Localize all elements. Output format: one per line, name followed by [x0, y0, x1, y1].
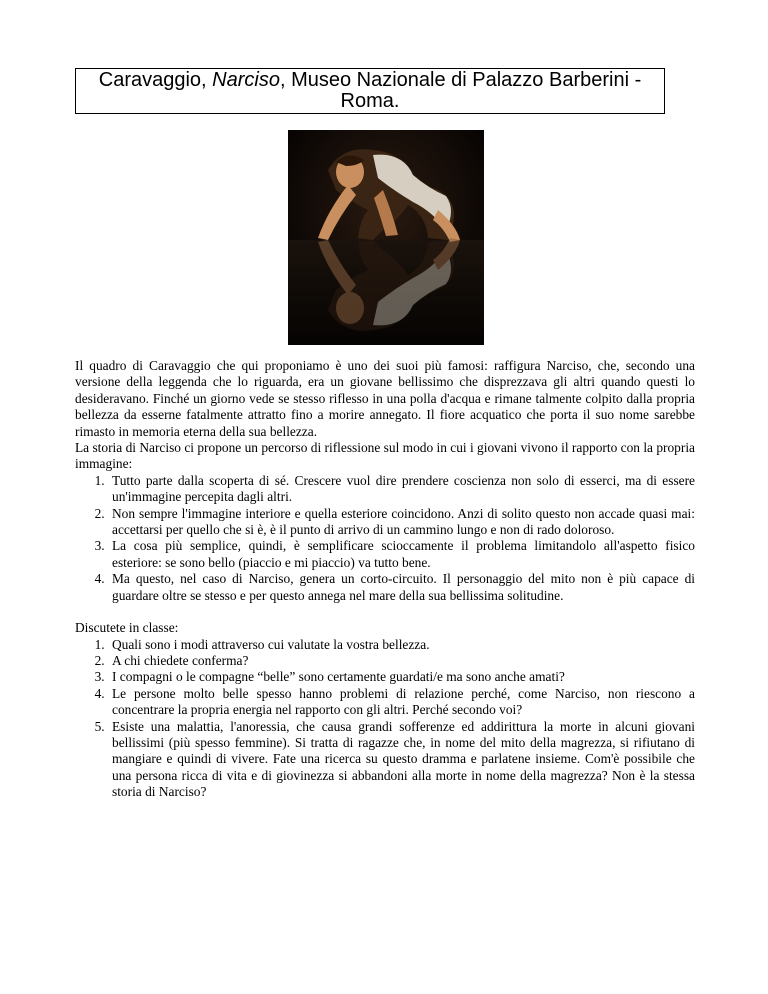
list-item: 4. Ma questo, nel caso di Narciso, genera un corto-circuito. Il personaggio del mito non è più capace di guardare oltre se stesso e per questo annega nel mare della sua bellissima solitudine. [108, 571, 695, 604]
document-body [75, 358, 695, 801]
list-item: 5. Esiste una malattia, l'anoressia, che causa grandi sofferenze ed addirittura la morte in alcuni giovani bellissimi (più spesso femmine). Si tratta di ragazze che, in nome del mito della magrezza, si rifiutano di mangiare e quindi di vivere. Fate una ricerca su questo dramma e parlatene insieme. Com'è possibile che una persona ricca di vita e di giovinezza si abbandoni alla morte in nome della magrezza? Non è la stessa storia di Narciso? [108, 719, 695, 801]
list-item: 3. La cosa più semplice, quindi, è semplificare scioccamente il problema limitandolo all'aspetto fisico esteriore: se sono bello (piaccio e mi piaccio) va tutto bene. [108, 538, 695, 571]
discussion-heading: Discutete in classe: [75, 620, 179, 636]
document-title [75, 68, 665, 114]
list-item: 2. Non sempre l'immagine interiore e quella esteriore coincidono. Anzi di solito questo non accade quasi mai: accettarsi per quello che si è, è il punto di arrivo di un cammino lungo e non di rado doloroso. [108, 506, 695, 539]
title-suffix: , Museo Nazionale di Palazzo Barberini - Roma. [279, 69, 642, 112]
reflection-list [75, 473, 695, 604]
discussion-list [75, 637, 695, 801]
intro-paragraph: Il quadro di Caravaggio che qui proponiamo è uno dei suoi più famosi: raffigura Narciso, che, secondo una versione della leggenda che lo riguarda, era un giovane bellissimo che disprezzava gli altri quando questi lo desideravano. Finché un giorno vede se stesso riflesso in una polla d'acqua e rimane talmente colpito dalla propria bellezza da esserne fatalmente attratto fino a morire annegato. Il fiore acquatico che porta il suo nome sarebbe rimasto in memoria eterna della sua bellezza. [75, 358, 695, 439]
list-item: 1. Tutto parte dalla scoperta di sé. Crescere vuol dire prendere coscienza non solo di esserci, ma di essere un'immagine percepita dagli altri. [108, 473, 695, 506]
list-item: 3. I compagni o le compagne “belle” sono certamente guardati/e ma sono anche amati? [108, 669, 695, 685]
title-italic: Narciso [212, 69, 280, 91]
list-item: 2. A chi chiedete conferma? [108, 653, 695, 669]
intro-paragraph: La storia di Narciso ci propone un percorso di riflessione sul modo in cui i giovani vivono il rapporto con la propria immagine: [75, 440, 695, 472]
list-item: 4. Le persone molto belle spesso hanno problemi di relazione perché, come Narciso, non riescono a concentrare la propria energia nel rapporto con gli altri. Perché secondo voi? [108, 686, 695, 719]
title-prefix: Caravaggio, [98, 69, 213, 91]
narcissus-painting [288, 130, 484, 345]
narcissus-painting-art [288, 130, 484, 345]
list-item: 1. Quali sono i modi attraverso cui valutate la vostra bellezza. [108, 637, 695, 653]
